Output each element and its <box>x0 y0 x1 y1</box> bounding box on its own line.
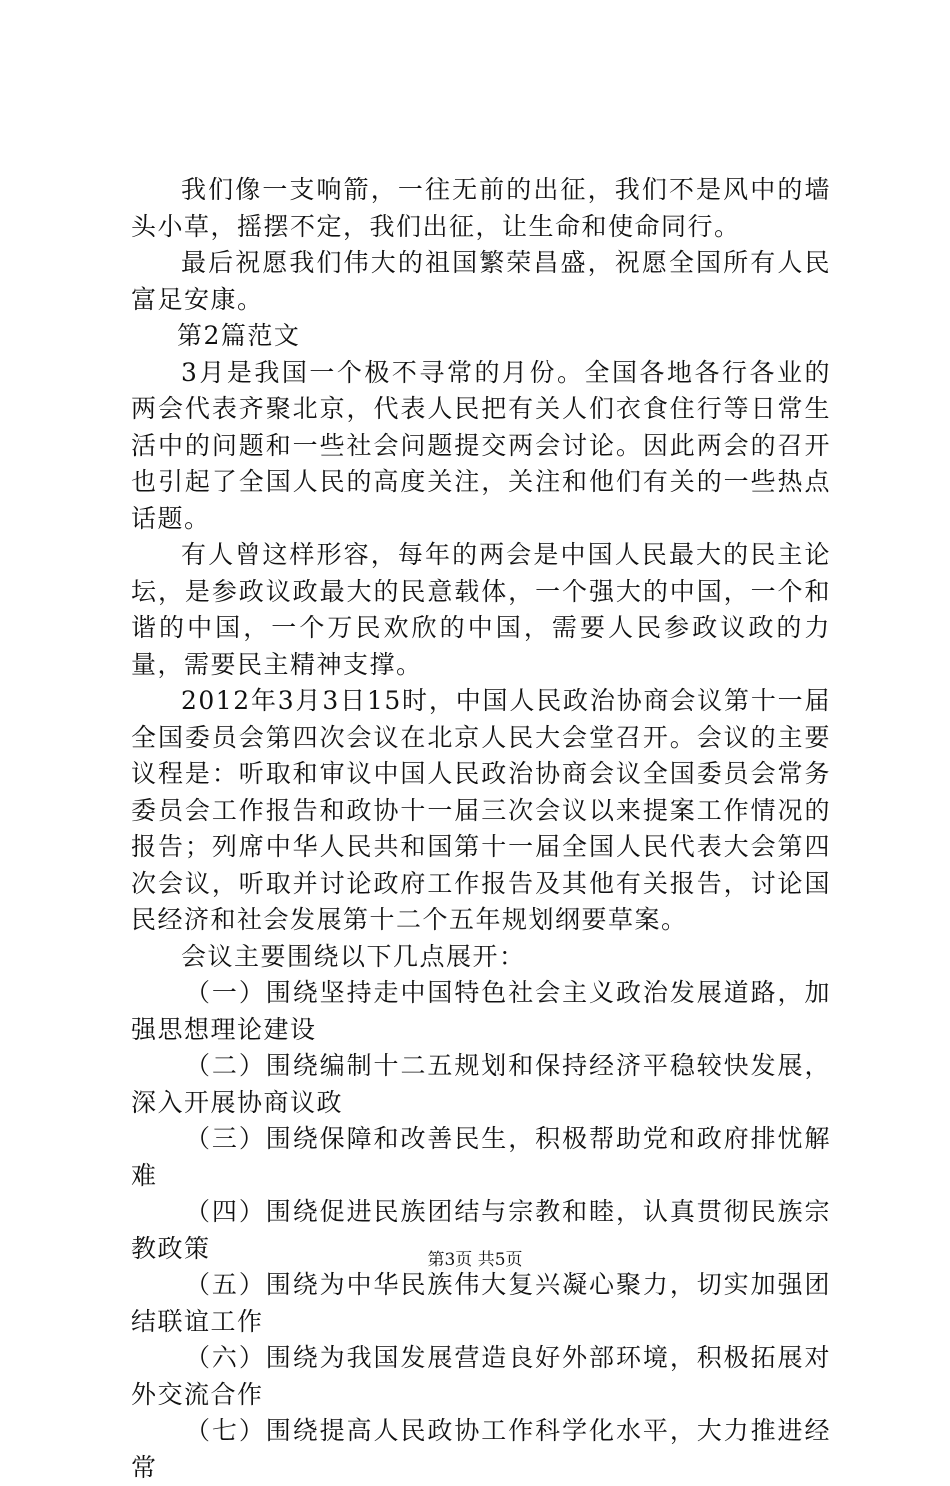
list-item: （三）围绕保障和改善民生，积极帮助党和政府排忧解难 <box>131 1124 831 1190</box>
paragraph: 我们像一支响箭，一往无前的出征，我们不是风中的墙头小草，摇摆不定，我们出征，让生命和使命同行。 <box>131 175 831 241</box>
paragraph: 2012年3月3日15时，中国人民政治协商会议第十一届全国委员会第四次会议在北京人民大会堂召开。会议的主要议程是：听取和审议中国人民政治协商会议全国委员会常务委员会工作报告和政协十一届三次会议以来提案工作情况的报告；列席中华人民共和国第十一届全国人民代表大会第四次会议，听取并讨论政府工作报告及其他有关报告，讨论国民经济和社会发展第十二个五年规划纲要草案。 <box>131 686 831 934</box>
paragraph: 会议主要围绕以下几点展开： <box>181 941 526 971</box>
list-item: （四）围绕促进民族团结与宗教和睦，认真贯彻民族宗教政策 <box>131 1197 831 1263</box>
list-item: （六）围绕为我国发展营造良好外部环境，积极拓展对外交流合作 <box>131 1343 831 1409</box>
paragraph: 最后祝愿我们伟大的祖国繁荣昌盛，祝愿全国所有人民富足安康。 <box>131 248 831 314</box>
list-item: （五）围绕为中华民族伟大复兴凝心聚力，切实加强团结联谊工作 <box>131 1270 831 1336</box>
section-heading: 第2篇范文 <box>177 321 301 350</box>
document-body <box>131 172 831 1486</box>
list-item: （七）围绕提高人民政协工作科学化水平，大力推进经常 <box>131 1416 831 1482</box>
paragraph: 有人曾这样形容，每年的两会是中国人民最大的民主论坛，是参政议政最大的民意载体，一个强大的中国，一个和谐的中国，一个万民欢欣的中国，需要人民参政议政的力量，需要民主精神支撑。 <box>131 540 831 679</box>
page-footer: 第3页 共5页 <box>427 1250 523 1270</box>
list-item: （二）围绕编制十二五规划和保持经济平稳较快发展，深入开展协商议政 <box>131 1051 831 1117</box>
paragraph: 3月是我国一个极不寻常的月份。全国各地各行各业的两会代表齐聚北京，代表人民把有关人们衣食住行等日常生活中的问题和一些社会问题提交两会讨论。因此两会的召开也引起了全国人民的高度关注，关注和他们有关的一些热点话题。 <box>131 357 831 533</box>
list-item: （一）围绕坚持走中国特色社会主义政治发展道路，加强思想理论建设 <box>131 978 831 1044</box>
